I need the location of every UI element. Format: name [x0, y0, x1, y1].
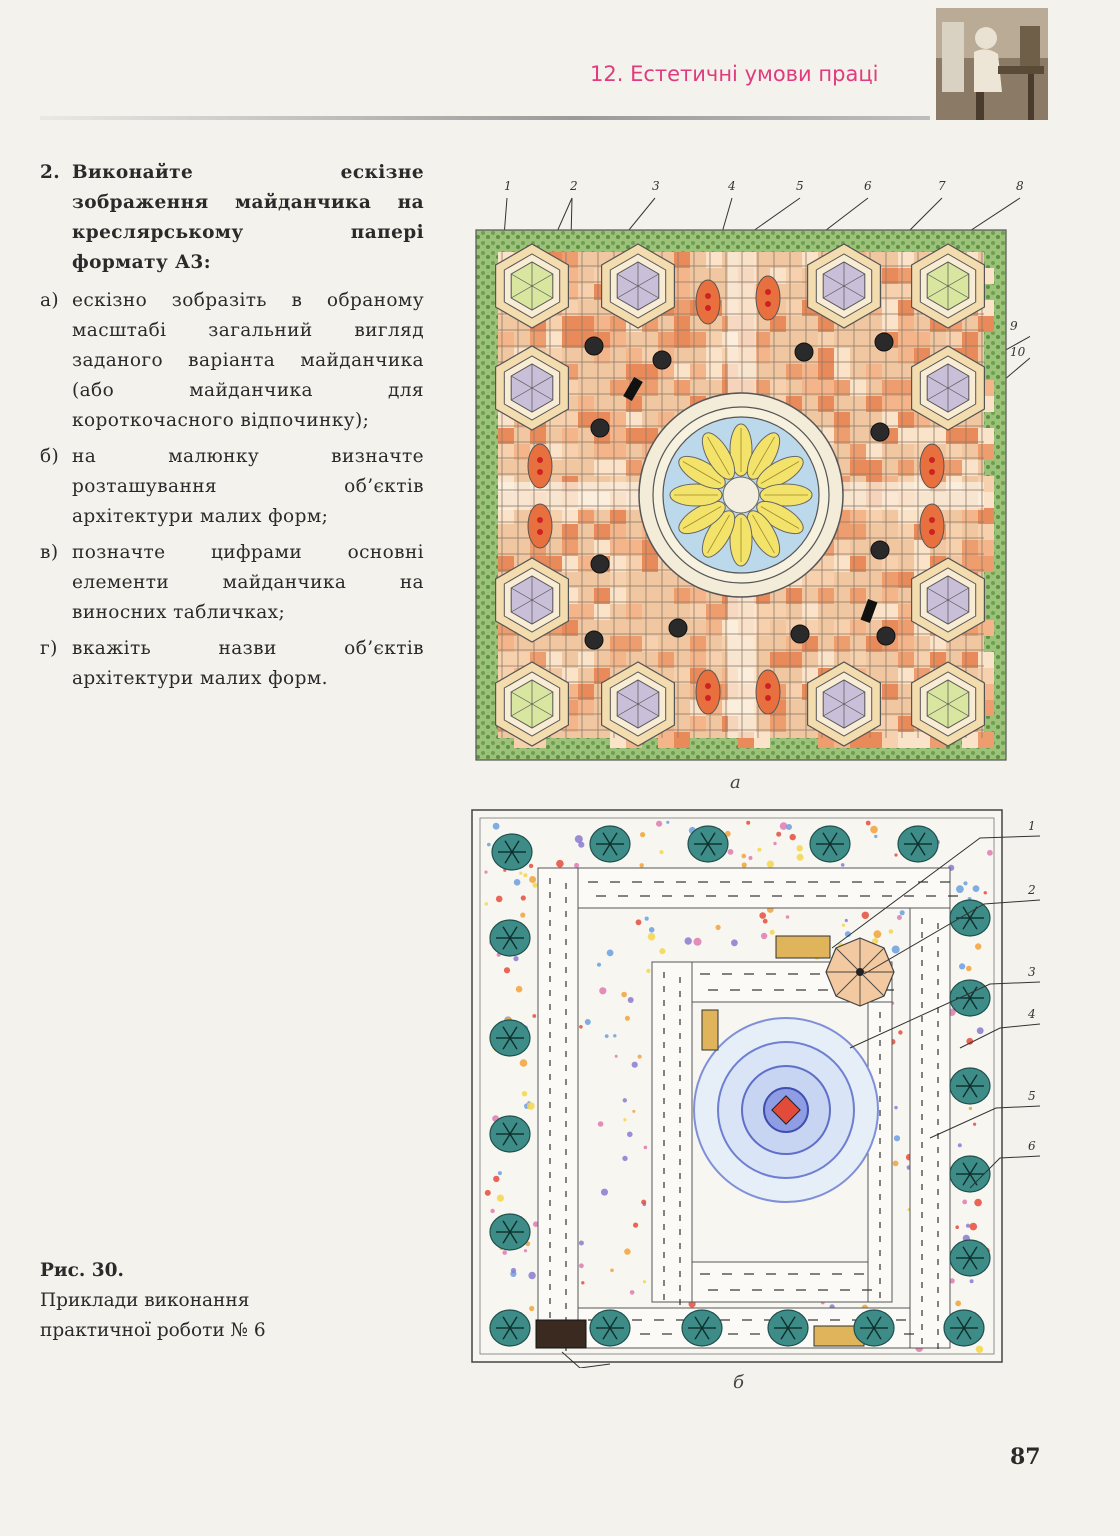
central-fountain — [639, 393, 843, 597]
figure-a-label: а — [730, 772, 741, 793]
chapter-title: 12. Естетичні умови праці — [590, 62, 879, 86]
callout-number: 9 — [1010, 319, 1018, 333]
callout-number: 3 — [652, 179, 660, 193]
task-intro-text: Виконайте ескізне зображення майданчика на креслярському папері формату А3: — [72, 162, 424, 273]
callout-number: 6 — [864, 179, 872, 193]
task-item-letter: в) — [40, 542, 59, 563]
task-item-letter: б) — [40, 446, 60, 467]
callout-number: 2 — [570, 179, 578, 193]
task-item-text: ескізно зобразіть в обраному масштабі загальний вигляд заданого варіанта майданчика (або майданчика для короткочасного відпочинку); — [72, 290, 424, 431]
task-item-text: на малюнку визначте розташування об’єктів архітектури малих форм; — [72, 446, 424, 527]
callout-number: 6 — [1028, 1139, 1036, 1153]
callout-number: 7 — [938, 179, 946, 193]
task-intro — [40, 158, 424, 278]
callout-number: 10 — [1010, 345, 1026, 359]
caption-title: Рис. 30. — [40, 1260, 124, 1281]
figure-a-playground-plan — [470, 170, 1030, 770]
figure-caption — [40, 1256, 360, 1346]
entrance-bin — [536, 1320, 586, 1348]
callout-number: 4 — [1028, 1007, 1036, 1021]
figure-b-rest-area-plan — [470, 808, 1050, 1368]
callout-number: 3 — [1028, 965, 1036, 979]
task-item-text: позначте цифрами основні елементи майданчика на виносних табличках; — [72, 542, 424, 623]
task-item-b — [40, 442, 424, 532]
task-item-text: вкажіть назви об’єктів архітектури малих форм. — [72, 638, 424, 689]
callout-number: 1 — [504, 179, 512, 193]
callout-number: 8 — [1016, 179, 1024, 193]
callout-number: 4 — [728, 179, 736, 193]
page-number: 87 — [1010, 1444, 1041, 1470]
octagonal-gazebo — [826, 938, 894, 1006]
fig-b-callout-labels — [1027, 819, 1036, 1153]
callout-number: 2 — [1028, 883, 1036, 897]
task-item-letter: г) — [40, 638, 58, 659]
caption-text: Приклади виконання практичної роботи № 6 — [40, 1290, 266, 1341]
callout-number: 5 — [796, 179, 804, 193]
task-item-a — [40, 286, 424, 436]
figure-b-label: б — [733, 1372, 744, 1393]
header-photo-thumbnail — [936, 8, 1048, 120]
callout-number: 5 — [1028, 1089, 1036, 1103]
callout-number: 1 — [1028, 819, 1036, 833]
round-fountain — [694, 1018, 878, 1202]
task-item-letter: а) — [40, 290, 60, 311]
task-description — [40, 158, 424, 694]
task-item-d — [40, 634, 424, 694]
header-rule — [40, 116, 930, 120]
task-number: 2. — [40, 162, 61, 183]
task-item-c — [40, 538, 424, 628]
